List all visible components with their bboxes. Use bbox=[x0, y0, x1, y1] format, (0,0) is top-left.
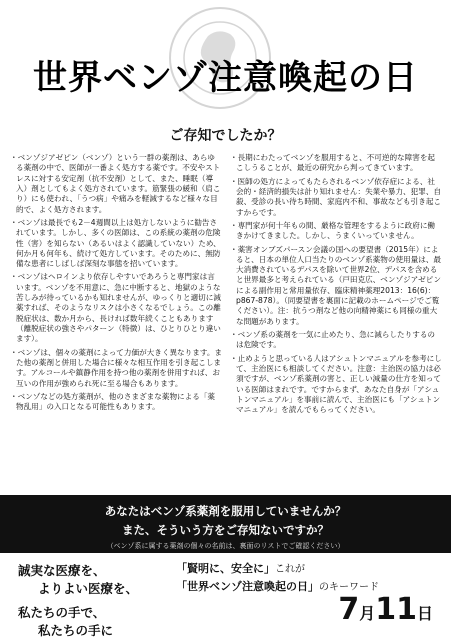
keyword-connector: これが bbox=[275, 564, 305, 575]
date-month: 7 bbox=[338, 592, 360, 627]
list-item: ・ ベンゾ系の薬剤を一気に止めたり、急に減らしたりするのは危険です。 bbox=[230, 330, 442, 351]
slogan-line: 私たちの手で、 bbox=[18, 605, 106, 621]
question-banner bbox=[0, 495, 451, 553]
keyword-suffix: のキーワード bbox=[319, 581, 379, 593]
left-column bbox=[10, 153, 222, 483]
right-column bbox=[230, 153, 442, 483]
list-item: ・ 薬害オンブズパースン会議の国への要望書（2015年）によると、日本の単位人口当たりのベンゾ系薬物の使用量は、最大消費されているデパスを除いて世界2位、デパスを含めると世界最多と考えられている（戸田克広、ベンゾジアゼピンによる副作用と常用量依存、臨床精神薬理2013：16(6)：p867-878）。（同要望書を裏面に記載のホームページでご覧ください）。注：抗うつ剤など他の向精神薬にも同様の重大な問題があります。 bbox=[230, 245, 442, 328]
keyword-phrase1: 「賢明に、安全に」 bbox=[176, 562, 275, 575]
event-date bbox=[338, 592, 433, 627]
list-item: ・ ベンゾジアゼピン（ベンゾ）という一群の薬剤は、あらゆる薬剤の中で、医師が一番よく処方する薬です。不安やストレスに対する安定剤（抗不安剤）として、また、睡眠（導入）剤としてもよく処方されています。筋緊張の緩和（肩こり）にも使われ、「うつ病」や痛みを軽減するなど様々な目的で、よく処方されます。 bbox=[10, 153, 222, 215]
list-item: ・ ベンゾは、個々の薬剤によって力価が大きく異なります。また他の薬剤と併用した場合に様々な相互作用を引き起こします。アルコールや鎮静作用を持つ他の薬剤を併用すれば、お互いの作用が強められ死に至る場合もあります。 bbox=[10, 348, 222, 389]
keyword-block bbox=[176, 560, 444, 595]
slogan-line: 誠実な医療を、 bbox=[18, 563, 106, 578]
list-item: ・ ベンゾなどの処方薬剤が、他のさまざまな薬物による「薬物乱用」の入口となる可能性もあります。 bbox=[10, 392, 222, 413]
date-day-unit: 日 bbox=[416, 604, 433, 623]
slogan-line: よりよい医療を、 bbox=[38, 581, 139, 597]
banner-note: （ベンゾ系に属する薬剤の個々の名前は、裏面のリストでご確認ください） bbox=[106, 542, 345, 550]
body-columns bbox=[10, 153, 442, 483]
subtitle: ご存知でしたか？ bbox=[169, 128, 282, 144]
list-item: ・ 長期にわたってベンゾを服用すると、不可逆的な障害を起こしうることが、最近の研究から判ってきています。 bbox=[230, 153, 442, 174]
banner-line2: また、そういう方をご存知ないですか？ bbox=[122, 523, 329, 537]
slogan-line: 私たちの手に bbox=[38, 623, 114, 639]
list-item: ・ ベンゾは最長でも2－4週間以上は処方しないように勧告されています。しかし、多くの医師は、この系統の薬剤の危険性（害）を知らない（あるいはよく認識していない）ため、何か月も何年も、続けて処方しています。そのために、無防備な患者にしばしば深刻な事態を招いています。 bbox=[10, 218, 222, 270]
page-title: 世界ベンゾ注意喚起の日 bbox=[33, 58, 418, 98]
slogan bbox=[18, 562, 168, 640]
list-item: ・ ベンゾはヘロインより依存しやすいであろうと専門家は言います。ベンゾを不用意に、急に中断すると、地獄のような苦しみが待っているかも知れませんが、ゆっくりと適切に減薬すれば、そのようなリスクは小さくなるでしょう。この離脱症状は、数か月から、長ければ数年続くこともあります（離脱症状の強さやパターン（特徴）は、ひとりひとり違います）。 bbox=[10, 272, 222, 344]
list-item: ・ 止めようと思っている人はアシュトンマニュアルを参考にして、主治医にも相談してください。注意：主治医の協力は必須ですが、ベンゾ系薬剤の害と、正しい減量の仕方を知っている医師はまれです。ですからまず、あなた自身が「アシュトンマニュアル」を事前に読んで、主治医にも「アシュトンマニュアル」を読んでもらってください。 bbox=[230, 354, 442, 416]
list-item: ・ 医師の処方によってもたらされるベンゾ依存症による、社会的・経済的損失は計り知れません：失業や暴力、犯罪、自殺、受診の長い待ち時間、家庭内不和、事故なども引き起こすからです。 bbox=[230, 177, 442, 218]
date-day: 11 bbox=[375, 592, 417, 627]
date-month-unit: 月 bbox=[359, 604, 376, 623]
banner-line1: あなたはベンゾ系薬剤を服用していませんか？ bbox=[104, 504, 347, 518]
list-item: ・ 専門家が何十年もの間、厳格な管理をするように政府に働きかけてきました。しかし、うまくいっていません。 bbox=[230, 221, 442, 242]
keyword-phrase2: 「世界ベンゾ注意喚起の日」 bbox=[176, 579, 319, 593]
